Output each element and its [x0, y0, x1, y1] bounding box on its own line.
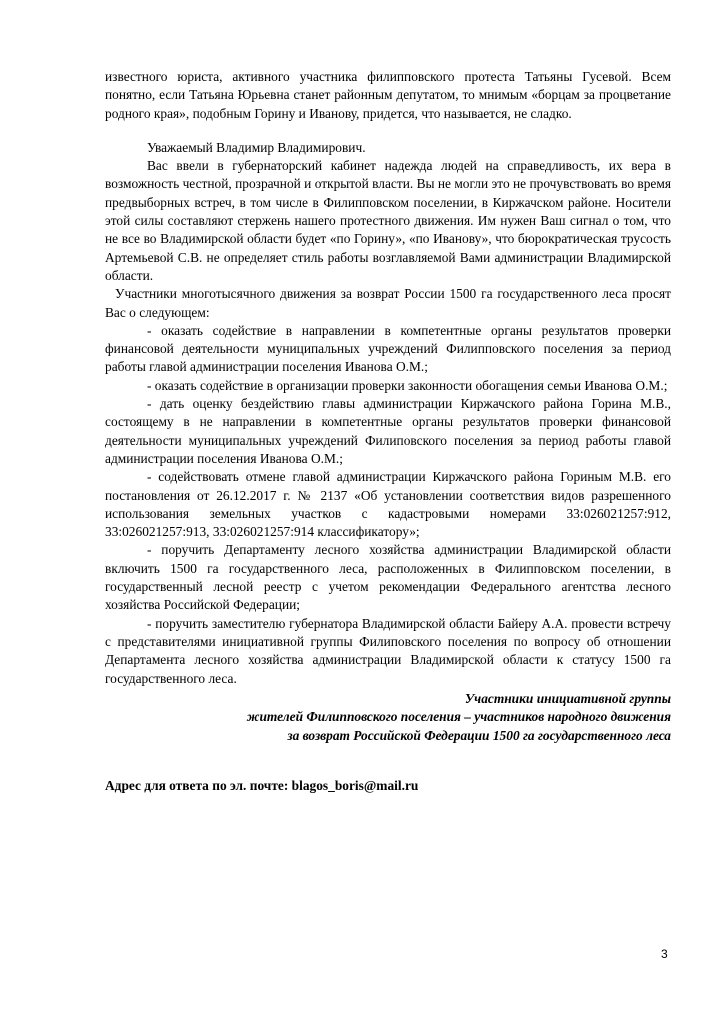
signature-line: за возврат Российской Федерации 1500 га государственного леса	[287, 727, 671, 743]
request-item-3: - дать оценку бездействию главы администрации Киржачского района Горина М.В., состоящему в не направлении в компетентные органы результатов проверки финансовой деятельности муниципальных учреждений Филиповского поселения за период работы главой администрации поселения Иванова О.М.;	[105, 396, 671, 466]
reply-address: Адрес для ответа по эл. почте: blagos_boris@mail.ru	[105, 778, 419, 793]
request-item-1: - оказать содействие в направлении в компетентные органы результатов проверки финансовой деятельности муниципальных учреждений Филипповского поселения за период работы главой администрации поселения Иванова О.М.;	[105, 322, 671, 375]
signature-block	[247, 690, 671, 745]
request-item-4: - содействовать отмене главой администрации Киржачского района Гориным М.В. его постановления от 26.12.2017 г. № 2137 «Об установлении соответствия видов разрешенного использования земельных участков с кадастровыми номерами 33:026021257:912, 33:026021257:913, 33:026021257:914 классификатору»;	[105, 469, 671, 540]
paragraph-appeal: Вас ввели в губернаторский кабинет надежда людей на справедливость, их вера в возможность честной, прозрачной и открытой власти. Вы не могли это не прочувствовать во время предвыборных встреч, в том числе в Филипповском поселении, в Киржачском районе. Носители этой силы составляют стержень нашего протестного движения. Им нужен Ваш сигнал о том, что не все во Владимирской области будет «по Горину», «по Иванову», что бюрократическая трусость Артемьевой С.В. не определяет стиль работы возглавляемой Вами администрации Владимирской области.	[105, 158, 671, 283]
paragraph-request-intro: Участники многотысячного движения за возврат России 1500 га государственного леса просят Вас о следующем:	[105, 286, 671, 320]
request-item-6: - поручить заместителю губернатора Владимирской области Байеру А.А. провести встречу с представителями инициативной группы Филиповского поселения по вопросу об отношении Департамента лесного хозяйства администрации Владимирской области к статусу 1500 га государственного леса.	[105, 615, 671, 686]
request-item-5: - поручить Департаменту лесного хозяйства администрации Владимирской области включить 1500 га государственного леса, расположенных в Филипповском поселении, в государственный лесной реестр с учетом рекомендации Федерального агентства лесного хозяйства Российской Федерации;	[105, 542, 671, 613]
letter-body	[105, 68, 671, 688]
request-item-2: - оказать содействие в организации проверки законности обогащения семьи Иванова О.М.;	[147, 377, 668, 393]
page-number: 3	[661, 947, 668, 961]
paragraph-intro: известного юриста, активного участника филипповского протеста Татьяны Гусевой. Всем понятно, если Татьяна Юрьевна станет районным депутатом, то мнимым «борцам за процветание родного края», подобным Горину и Иванову, придется, что называется, не сладко.	[105, 69, 671, 121]
signature-line: жителей Филипповского поселения – участников народного движения	[246, 709, 671, 725]
salutation: Уважаемый Владимир Владимирович.	[147, 139, 366, 155]
signature-line: Участники инициативной группы	[464, 691, 671, 706]
